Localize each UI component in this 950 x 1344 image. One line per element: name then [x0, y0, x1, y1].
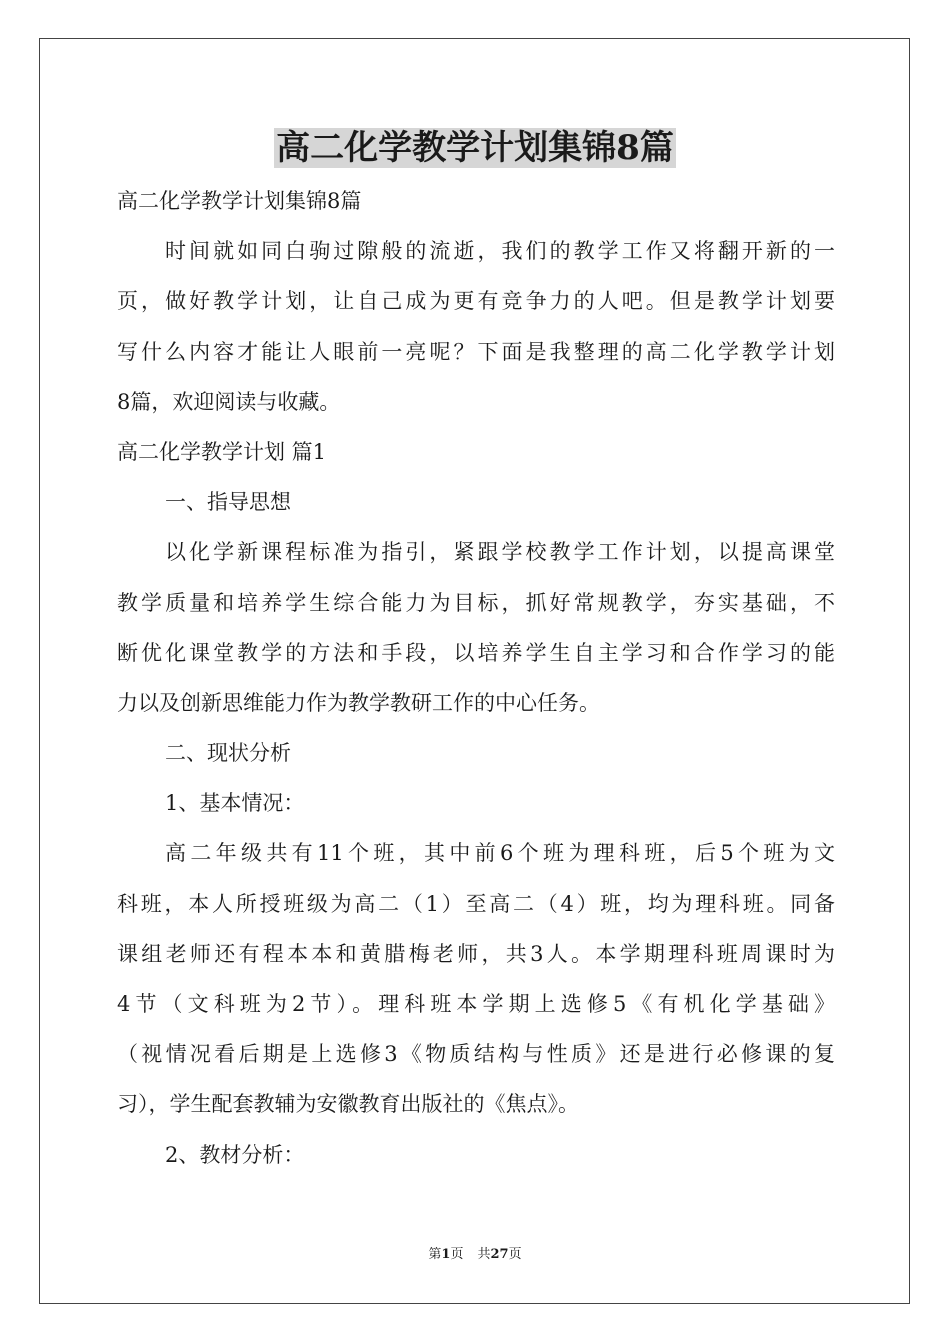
page-total: 27 — [490, 1247, 509, 1262]
ideology-line-1: 以化学新课程标准为指引，紧跟学校教学工作计划，以提高课堂 — [165, 540, 835, 565]
intro-line-3: 写什么内容才能让人眼前一亮呢？下面是我整理的高二化学教学计划 — [117, 339, 835, 364]
heading-basic-situation: 1、基本情况： — [165, 791, 305, 816]
subtitle-line: 高二化学教学计划集锦8篇 — [117, 189, 362, 213]
intro-line-2: 页，做好教学计划，让自己成为更有竞争力的人吧。但是教学计划要 — [117, 289, 835, 314]
situation-line-4: 4节（文科班为2节）。理科班本学期上选修5《有机化学基础》 — [117, 992, 835, 1016]
section-heading: 高二化学教学计划 篇1 — [117, 439, 327, 464]
heading-guiding-ideology: 一、指导思想 — [165, 490, 291, 515]
page-suffix: 页 — [450, 1247, 464, 1262]
total-suffix: 页 — [508, 1247, 522, 1262]
page-prefix: 第 — [428, 1247, 442, 1262]
ideology-line-3: 断优化课堂教学的方法和手段，以培养学生自主学习和合作学习的能 — [117, 640, 835, 665]
situation-line-6: 习），学生配套教辅为安徽教育出版社的《焦点》。 — [117, 1092, 579, 1117]
situation-line-3: 课组老师还有程本本和黄腊梅老师，共3人。本学期理科班周课时为 — [117, 941, 835, 966]
page-footer — [0, 1245, 950, 1265]
situation-line-5: （视情况看后期是上选修3《物质结构与性质》还是进行必修课的复 — [117, 1042, 835, 1067]
heading-status-analysis: 二、现状分析 — [165, 741, 291, 766]
heading-textbook-analysis: 2、教材分析： — [165, 1142, 305, 1167]
page-current: 1 — [441, 1247, 451, 1262]
document-title — [0, 124, 950, 172]
total-prefix: 共 — [477, 1247, 491, 1262]
intro-line-1: 时间就如同白驹过隙般的流逝，我们的教学工作又将翻开新的一 — [165, 239, 835, 264]
document-body — [117, 176, 835, 1180]
situation-line-2: 科班，本人所授班级为高二（1）至高二（4）班，均为理科班。同备 — [117, 891, 835, 916]
title-text: 高二化学教学计划集锦8篇 — [276, 128, 674, 168]
intro-line-4: 8篇，欢迎阅读与收藏。 — [117, 389, 341, 414]
situation-line-1: 高二年级共有11个班，其中前6个班为理科班，后5个班为文 — [165, 841, 835, 866]
ideology-line-4: 力以及创新思维能力作为教学教研工作的中心任务。 — [117, 690, 600, 715]
ideology-line-2: 教学质量和培养学生综合能力为目标，抓好常规教学，夯实基础，不 — [117, 590, 835, 615]
